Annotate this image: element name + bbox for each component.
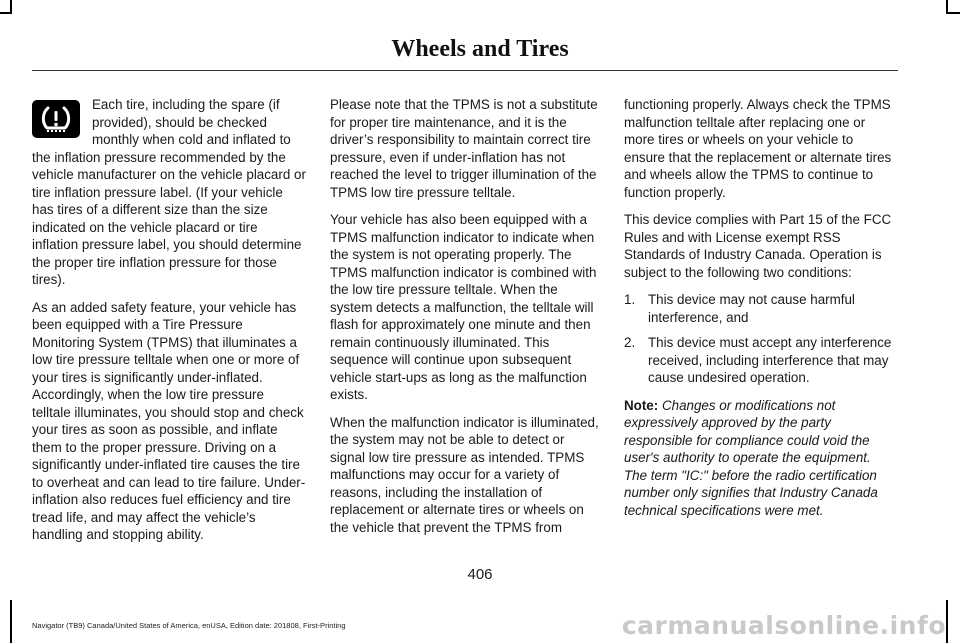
column-2 xyxy=(330,96,602,546)
crop-mark xyxy=(10,600,12,643)
list-number: 2. xyxy=(624,335,636,350)
list-text: This device may not cause harmful interference, and xyxy=(648,292,855,325)
crop-mark xyxy=(0,12,12,14)
watermark: carmanualsonline.info xyxy=(621,611,946,640)
paragraph: When the malfunction indicator is illuminated, the system may not be able to detect or signal low tire pressure as intended. TPMS malfunctions may occur for a variety of reasons, including the installation of replacement or alternate tires or wheels on the vehicle that prevent the TPMS from xyxy=(330,414,599,535)
list-number: 1. xyxy=(624,292,636,307)
list-text: This device must accept any interference received, including interference that may cause undesired operation. xyxy=(648,335,892,385)
conditions-list xyxy=(624,291,896,387)
paragraph: functioning properly. Always check the TPMS malfunction telltale after replacing one or more tires or wheels on your vehicle to ensure that the replacement or alternate tires and wheels allow the TPMS to continue to function properly. xyxy=(624,97,892,200)
paragraph: This device complies with Part 15 of the FCC Rules and with License exempt RSS Standards of Industry Canada. Operation is subject to the following two conditions: xyxy=(624,212,892,280)
paragraph: Each tire, including the spare (if provided), should be checked monthly when cold and inflated to the inflation pressure recommended by the vehicle manufacturer on the vehicle placard or tire inflation pressure label. (If your vehicle has tires of a different size than the size indicated on the vehicle placard or tire inflation pressure label, you should determine the proper tire inflation pressure for those tires). xyxy=(32,97,306,287)
note xyxy=(624,397,896,520)
page-number: 406 xyxy=(467,566,493,583)
crop-mark xyxy=(946,12,960,14)
list-item xyxy=(624,291,896,326)
note-text: Changes or modifications not expressively approved by the party responsible for compliance could void the user's authority to operate the equipment. The term "IC:" before the radio certification number only signifies that Industry Canada technical specifications were met. xyxy=(624,397,878,518)
paragraph: Your vehicle has also been equipped with a TPMS malfunction indicator to indicate when the system is not operating properly. The TPMS malfunction indicator is combined with the low tire pressure telltale. When the system detects a malfunction, the telltale will flash for approximately one minute and then remain continuously illuminated. This sequence will continue upon subsequent vehicle start-ups as long as the malfunction exists. xyxy=(330,212,597,402)
column-1 xyxy=(32,96,306,554)
header-divider xyxy=(32,70,898,71)
column-3 xyxy=(624,96,896,529)
edition-footer: Navigator (TB9) Canada/United States of America, enUSA, Edition date: 201808, First-Printing xyxy=(32,621,346,630)
note-label: Note: xyxy=(624,397,659,413)
crop-mark xyxy=(946,600,948,643)
page-title: Wheels and Tires xyxy=(391,36,569,62)
list-item xyxy=(624,334,896,387)
paragraph: Please note that the TPMS is not a substitute for proper tire maintenance, and it is the driver’s responsibility to maintain correct tire pressure, even if under-inflation has not reached the level to trigger illumination of the TPMS low tire pressure telltale. xyxy=(330,97,598,200)
paragraph: As an added safety feature, your vehicle has been equipped with a Tire Pressure Monitoring System (TPMS) that illuminates a low tire pressure telltale when one or more of your tires is significantly under-inflated. Accordingly, when the low tire pressure telltale illuminates, you should stop and check your tires as soon as possible, and inflate them to the proper pressure. Driving on a significantly under-inflated tire causes the tire to overheat and can lead to tire failure. Under-inflation also reduces fuel efficiency and tire tread life, and may affect the vehicle’s handling and stopping ability. xyxy=(32,299,306,542)
tpms-warning-icon xyxy=(32,100,80,138)
